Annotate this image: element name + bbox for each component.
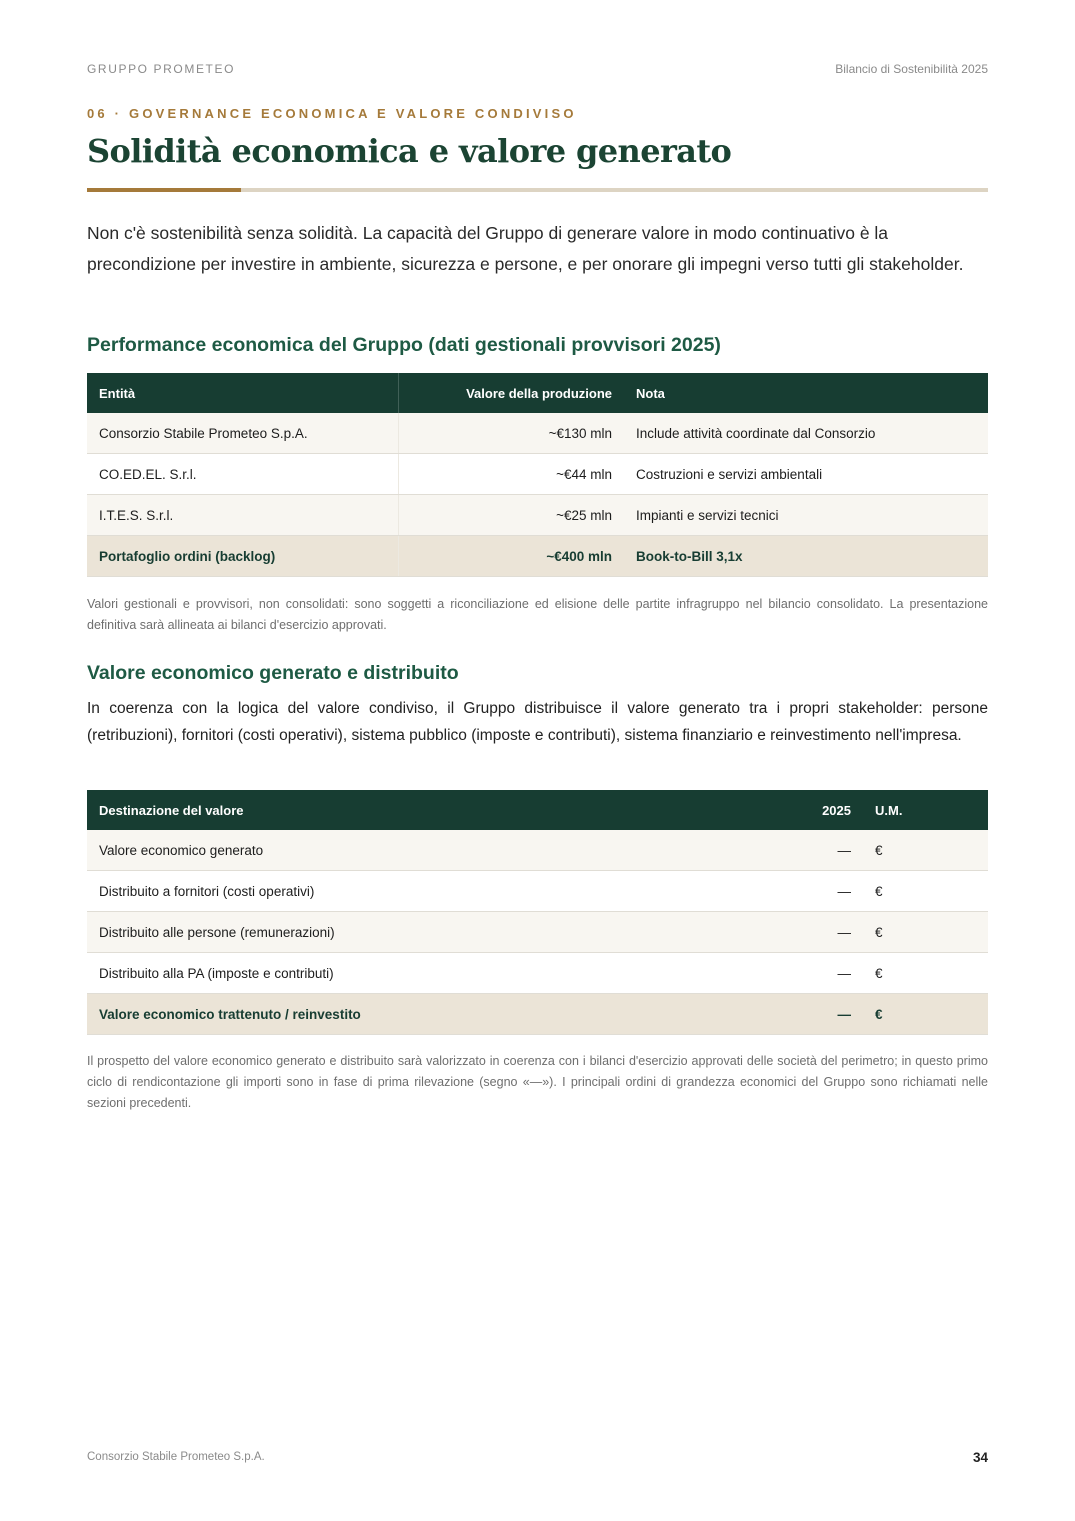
cell-unit: € bbox=[863, 953, 988, 994]
performance-table bbox=[87, 373, 988, 577]
value-distribution-table bbox=[87, 790, 988, 1035]
col-header-production-value: Valore della produzione bbox=[398, 373, 624, 413]
cell-note: Book-to-Bill 3,1x bbox=[624, 536, 988, 577]
cell-unit: € bbox=[863, 871, 988, 912]
table-row bbox=[87, 953, 988, 994]
col-header-entity: Entità bbox=[87, 373, 398, 413]
cell-entity: Portafoglio ordini (backlog) bbox=[87, 536, 398, 577]
page-number: 34 bbox=[972, 1450, 988, 1465]
cell-value: — bbox=[787, 912, 863, 953]
cell-note: Costruzioni e servizi ambientali bbox=[624, 454, 988, 495]
table-row bbox=[87, 495, 988, 536]
table-row bbox=[87, 413, 988, 454]
cell-production-value: ~€44 mln bbox=[398, 454, 624, 495]
cell-production-value: ~€400 mln bbox=[398, 536, 624, 577]
cell-destination: Distribuito alla PA (imposte e contributi) bbox=[87, 953, 787, 994]
table-total-row bbox=[87, 994, 988, 1035]
value-distribution-footnote: Il prospetto del valore economico generato e distribuito sarà valorizzato in coerenza con i bilanci d'esercizio approvati delle società del perimetro; in questo primo ciclo di rendicontazione gli importi sono in fase di prima rilevazione (segno «—»). I principali ordini di grandezza economici del Gruppo sono richiamati nelle sezioni precedenti. bbox=[87, 1054, 988, 1110]
cell-value: — bbox=[787, 871, 863, 912]
value-distribution-paragraph: In coerenza con la logica del valore condiviso, il Gruppo distribuisce il valore generato tra i propri stakeholder: persone (retribuzioni), fornitori (costi operativi), sistema pubblico (imposte e contributi), sistema finanziario e reinvestimento nell'impresa. bbox=[87, 700, 988, 744]
col-header-unit: U.M. bbox=[863, 790, 988, 830]
cell-entity: I.T.E.S. S.r.l. bbox=[87, 495, 398, 536]
header-report-title: Bilancio di Sostenibilità 2025 bbox=[835, 62, 988, 76]
cell-production-value: ~€130 mln bbox=[398, 413, 624, 454]
cell-entity: Consorzio Stabile Prometeo S.p.A. bbox=[87, 413, 398, 454]
cell-unit: € bbox=[863, 830, 988, 871]
cell-unit: € bbox=[863, 994, 988, 1035]
value-distribution-heading: Valore economico generato e distribuito bbox=[87, 662, 459, 684]
cell-value: — bbox=[787, 953, 863, 994]
running-header bbox=[87, 62, 988, 78]
cell-note: Impianti e servizi tecnici bbox=[624, 495, 988, 536]
cell-destination: Valore economico trattenuto / reinvestito bbox=[87, 994, 787, 1035]
header-org: GRUPPO PROMETEO bbox=[87, 62, 236, 76]
title-rule-accent bbox=[87, 188, 241, 192]
table-header-row bbox=[87, 790, 988, 830]
cell-destination: Distribuito a fornitori (costi operativi) bbox=[87, 871, 787, 912]
cell-destination: Distribuito alle persone (remunerazioni) bbox=[87, 912, 787, 953]
performance-footnote: Valori gestionali e provvisori, non consolidati: sono soggetti a riconciliazione ed elisione delle partite infragruppo nel bilancio consolidato. La presentazione definitiva sarà allineata ai bilanci d'esercizio approvati. bbox=[87, 597, 988, 632]
performance-heading: Performance economica del Gruppo (dati gestionali provvisori 2025) bbox=[87, 334, 721, 356]
table-row bbox=[87, 454, 988, 495]
cell-note: Include attività coordinate dal Consorzio bbox=[624, 413, 988, 454]
cell-unit: € bbox=[863, 912, 988, 953]
section-kicker: 06 · GOVERNANCE ECONOMICA E VALORE CONDIVISO bbox=[87, 106, 577, 121]
cell-entity: CO.ED.EL. S.r.l. bbox=[87, 454, 398, 495]
table-header-row bbox=[87, 373, 988, 413]
table-total-row bbox=[87, 536, 988, 577]
footer-company: Consorzio Stabile Prometeo S.p.A. bbox=[87, 1451, 265, 1463]
table-row bbox=[87, 830, 988, 871]
col-header-year: 2025 bbox=[787, 790, 863, 830]
cell-value: — bbox=[787, 830, 863, 871]
cell-production-value: ~€25 mln bbox=[398, 495, 624, 536]
cell-destination: Valore economico generato bbox=[87, 830, 787, 871]
page-title: Solidità economica e valore generato bbox=[87, 132, 732, 170]
col-header-destination: Destinazione del valore bbox=[87, 790, 787, 830]
intro-paragraph: Non c'è sostenibilità senza solidità. La capacità del Gruppo di generare valore in modo continuativo è la precondizione per investire in ambiente, sicurezza e persone, e per onorare gli impegni verso tutti gli stakeholder. bbox=[87, 223, 964, 274]
title-rule bbox=[87, 188, 988, 192]
col-header-note: Nota bbox=[624, 373, 988, 413]
cell-value: — bbox=[787, 994, 863, 1035]
table-row bbox=[87, 871, 988, 912]
table-row bbox=[87, 912, 988, 953]
